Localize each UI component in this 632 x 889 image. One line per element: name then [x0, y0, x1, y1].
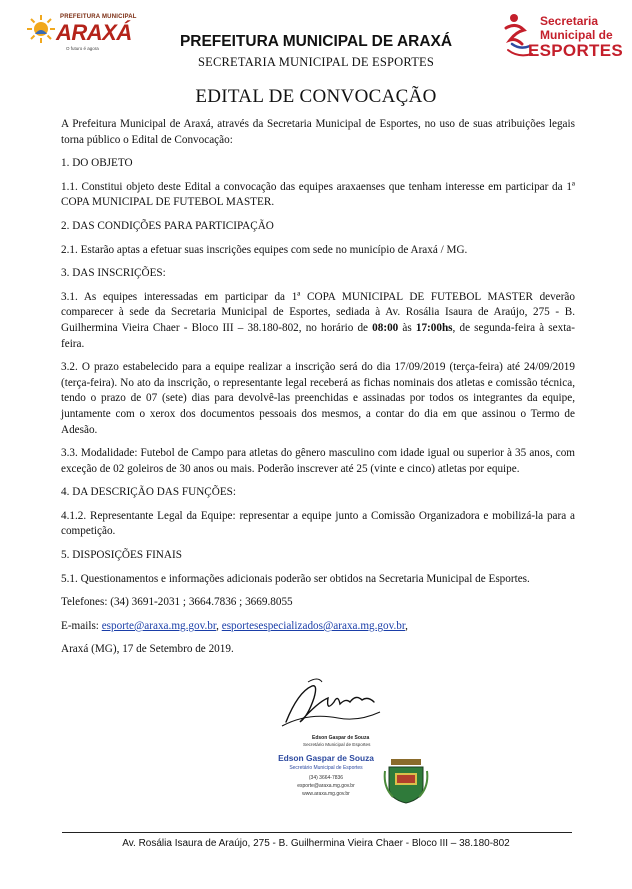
- date-line: Araxá (MG), 17 de Setembro de 2019.: [61, 643, 234, 656]
- stamp-website: www.araxa.mg.gov.br: [302, 791, 350, 797]
- section-1-heading: 1. DO OBJETO: [61, 157, 133, 170]
- phones-line: Telefones: (34) 3691-2031 ; 3664.7836 ; 3669.8055: [61, 596, 293, 609]
- section-4-heading: 4. DA DESCRIÇÃO DAS FUNÇÕES:: [61, 486, 236, 499]
- emails-label: E-mails:: [61, 619, 102, 632]
- document-body: [61, 117, 575, 666]
- stamp-role: Secretário Municipal de Esportes: [289, 765, 363, 771]
- emails-line: [61, 619, 575, 635]
- signature-printed-role: Secretário Municipal de Esportes: [303, 742, 371, 747]
- esportes-logo-line3: ESPORTES: [528, 41, 623, 60]
- official-stamp: [273, 753, 379, 805]
- opening-time: 08:00: [372, 321, 399, 334]
- section-4-1-2: 4.1.2. Representante Legal da Equipe: representar a equipe junto a Comissão Organizadora e mobilizá-la para a competição.: [61, 509, 575, 538]
- section-3-1: [61, 290, 575, 352]
- esportes-logo: [502, 10, 623, 62]
- section-5-heading: 5. DISPOSIÇÕES FINAIS: [61, 549, 182, 562]
- email-link-esporte[interactable]: esporte@araxa.mg.gov.br: [101, 619, 217, 632]
- logo-tagline: O futuro é agora: [66, 46, 99, 51]
- city-coat-of-arms-icon: [383, 757, 429, 805]
- section-3-2: 3.2. O prazo estabelecido para a equipe realizar a inscrição será do dia 17/09/2019 (terça-feira) até 24/09/2019 (terça-feira). No ato da inscrição, o representante legal receberá as fichas nominais dos atletas e comissão técnica, tendo o prazo de 07 (sete) dias para devolvê-las preenchidas e assinadas por todos os integrantes da equipe, juntamente com o xerox dos documentos pessoais dos mesmos, a contar do dia em que assinou o Termo de Adesão.: [61, 361, 575, 436]
- closing-time: 17:00hs: [415, 321, 453, 334]
- section-3-heading: 3. DAS INSCRIÇÕES:: [61, 267, 166, 280]
- emails-end: ,: [405, 619, 408, 632]
- section-2-1: 2.1. Estarão aptas a efetuar suas inscrições equipes com sede no município de Araxá / MG.: [61, 243, 468, 256]
- footer-address: Av. Rosália Isaura de Araújo, 275 - B. Guilhermina Vieira Chaer - Bloco III – 38.180-802: [122, 838, 510, 849]
- esportes-logo-line1: Secretaria: [540, 14, 599, 28]
- section-3-3: 3.3. Modalidade: Futebol de Campo para atletas do gênero masculino com idade igual ou superior à 35 anos, com exceção de 02 goleiros de 30 anos ou mais. Poderão inscrever até 25 (vinte e cinco) atletas por equipe.: [61, 447, 575, 475]
- header-title: PREFEITURA MUNICIPAL DE ARAXÁ: [179, 33, 453, 50]
- intro-paragraph: A Prefeitura Municipal de Araxá, através da Secretaria Municipal de Esportes, no uso de suas atribuições legais torna público o Edital de Convocação:: [61, 118, 575, 146]
- footer-divider: [62, 832, 572, 833]
- document-title: EDITAL DE CONVOCAÇÃO: [195, 86, 437, 107]
- logo-prefeitura-label: PREFEITURA MUNICIPAL: [60, 14, 137, 20]
- stamp-phone: (34) 3664-7836: [308, 775, 344, 781]
- araxa-city-logo: [26, 12, 138, 58]
- sun-emblem-icon: [26, 14, 56, 44]
- esportes-logo-line2: Municipal de: [540, 28, 613, 42]
- section-1-1: 1.1. Constitui objeto deste Edital a convocação das equipes araxaenses que tenham interesse em participar da 1ª COPA MUNICIPAL DE FUTEBOL MASTER.: [61, 180, 575, 209]
- email-separator: ,: [216, 619, 222, 632]
- logo-araxa-wordmark: ARAXÁ: [56, 20, 132, 45]
- email-link-especializados[interactable]: esportesespecializados@araxa.mg.gov.br: [221, 619, 406, 632]
- stamp-email: esporte@araxa.mg.gov.br: [297, 783, 355, 789]
- section-3-1-text-a: 3.1. As equipes interessadas em participar da 1ª COPA MUNICIPAL DE FUTEBOL MASTER deverão comparecer à sede da Secretaria Municipal de Esportes, sediada à Av. Rosália Isaura de Araújo, 275 - B. Guilhermina Vieira Chaer - Bloco III – 38.180-802, no horário de: [61, 290, 575, 334]
- section-5-1: 5.1. Questionamentos e informações adicionais poderão ser obtidos na Secretaria Municipal de Esportes.: [61, 572, 530, 585]
- section-3-1-text-b: , de segunda-feira à sexta-feira.: [61, 321, 575, 350]
- section-3-1-as: às: [398, 321, 416, 334]
- handwritten-signature: [278, 672, 388, 732]
- section-2-heading: 2. DAS CONDIÇÕES PARA PARTICIPAÇÃO: [61, 219, 274, 232]
- stamp-name: Edson Gaspar de Souza: [278, 753, 374, 763]
- signature-printed-name: Edson Gaspar de Souza: [312, 735, 370, 741]
- header-subtitle: SECRETARIA MUNICIPAL DE ESPORTES: [197, 55, 435, 69]
